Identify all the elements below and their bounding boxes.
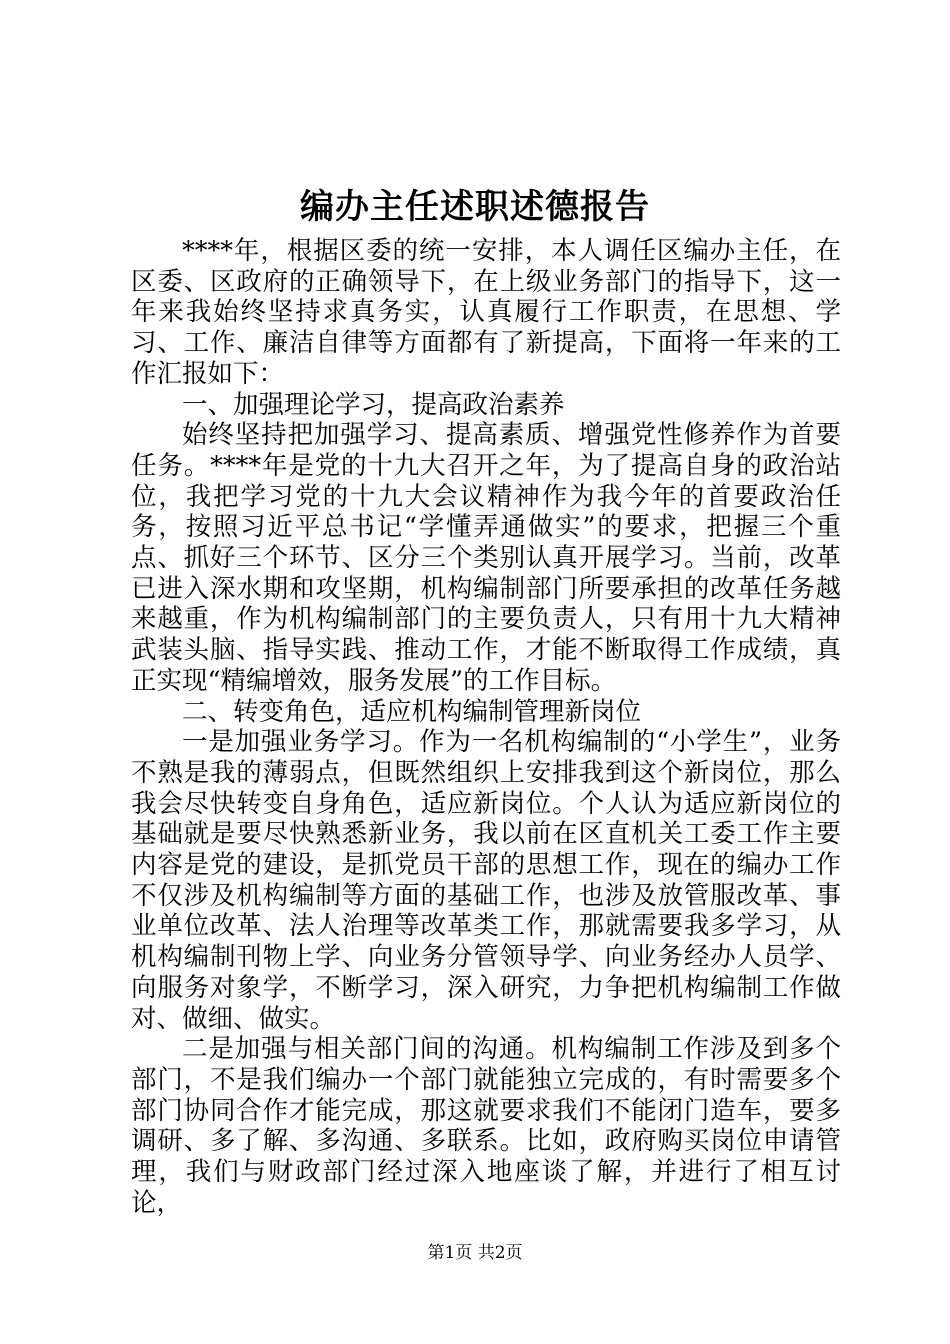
paragraph-intro: ****年，根据区委的统一安排，本人调任区编办主任，在区委、区政府的正确领导下，在上级业务部门的指导下，这一年来我始终坚持求真务实，认真履行工作职责，在思想、学习、工作、廉洁自律等方面都有了新提高，下面将一年来的工作汇报如下：	[131, 236, 841, 389]
document-body	[131, 236, 841, 1219]
section-heading-1: 一、加强理论学习，提高政治素养	[182, 389, 565, 420]
paragraph-section-1: 始终坚持把加强学习、提高素质、增强党性修养作为首要任务。****年是党的十九大召开之年，为了提高自身的政治站位，我把学习党的十九大会议精神作为我今年的首要政治任务，按照习近平总书记“学懂弄通做实”的要求，把握三个重点、抓好三个环节、区分三个类别认真开展学习。当前，改革已进入深水期和攻坚期，机构编制部门所要承担的改革任务越来越重，作为机构编制部门的主要负责人，只有用十九大精神武装头脑、指导实践、推动工作，才能不断取得工作成绩，真正实现“精编增效，服务发展”的工作目标。	[131, 420, 841, 696]
page-footer: 第1页 共2页	[427, 1243, 523, 1263]
paragraph-point-2: 二是加强与相关部门间的沟通。机构编制工作涉及到多个部门，不是我们编办一个部门就能独立完成的，有时需要多个部门协同合作才能完成，那这就要求我们不能闭门造车，要多调研、多了解、多沟通、多联系。比如，政府购买岗位申请管理，我们与财政部门经过深入地座谈了解，并进行了相互讨论，	[131, 1034, 841, 1218]
document-title: 编办主任述职述德报告	[300, 187, 650, 227]
paragraph-point-1: 一是加强业务学习。作为一名机构编制的“小学生”，业务不熟是我的薄弱点，但既然组织上安排我到这个新岗位，那么我会尽快转变自身角色，适应新岗位。个人认为适应新岗位的基础就是要尽快熟悉新业务，我以前在区直机关工委工作主要内容是党的建设，是抓党员干部的思想工作，现在的编办工作不仅涉及机构编制等方面的基础工作，也涉及放管服改革、事业单位改革、法人治理等改革类工作，那就需要我多学习，从机构编制刊物上学、向业务分管领导学、向业务经办人员学、向服务对象学，不断学习，深入研究，力争把机构编制工作做对、做细、做实。	[131, 727, 841, 1034]
section-heading-2: 二、转变角色，适应机构编制管理新岗位	[182, 696, 642, 727]
